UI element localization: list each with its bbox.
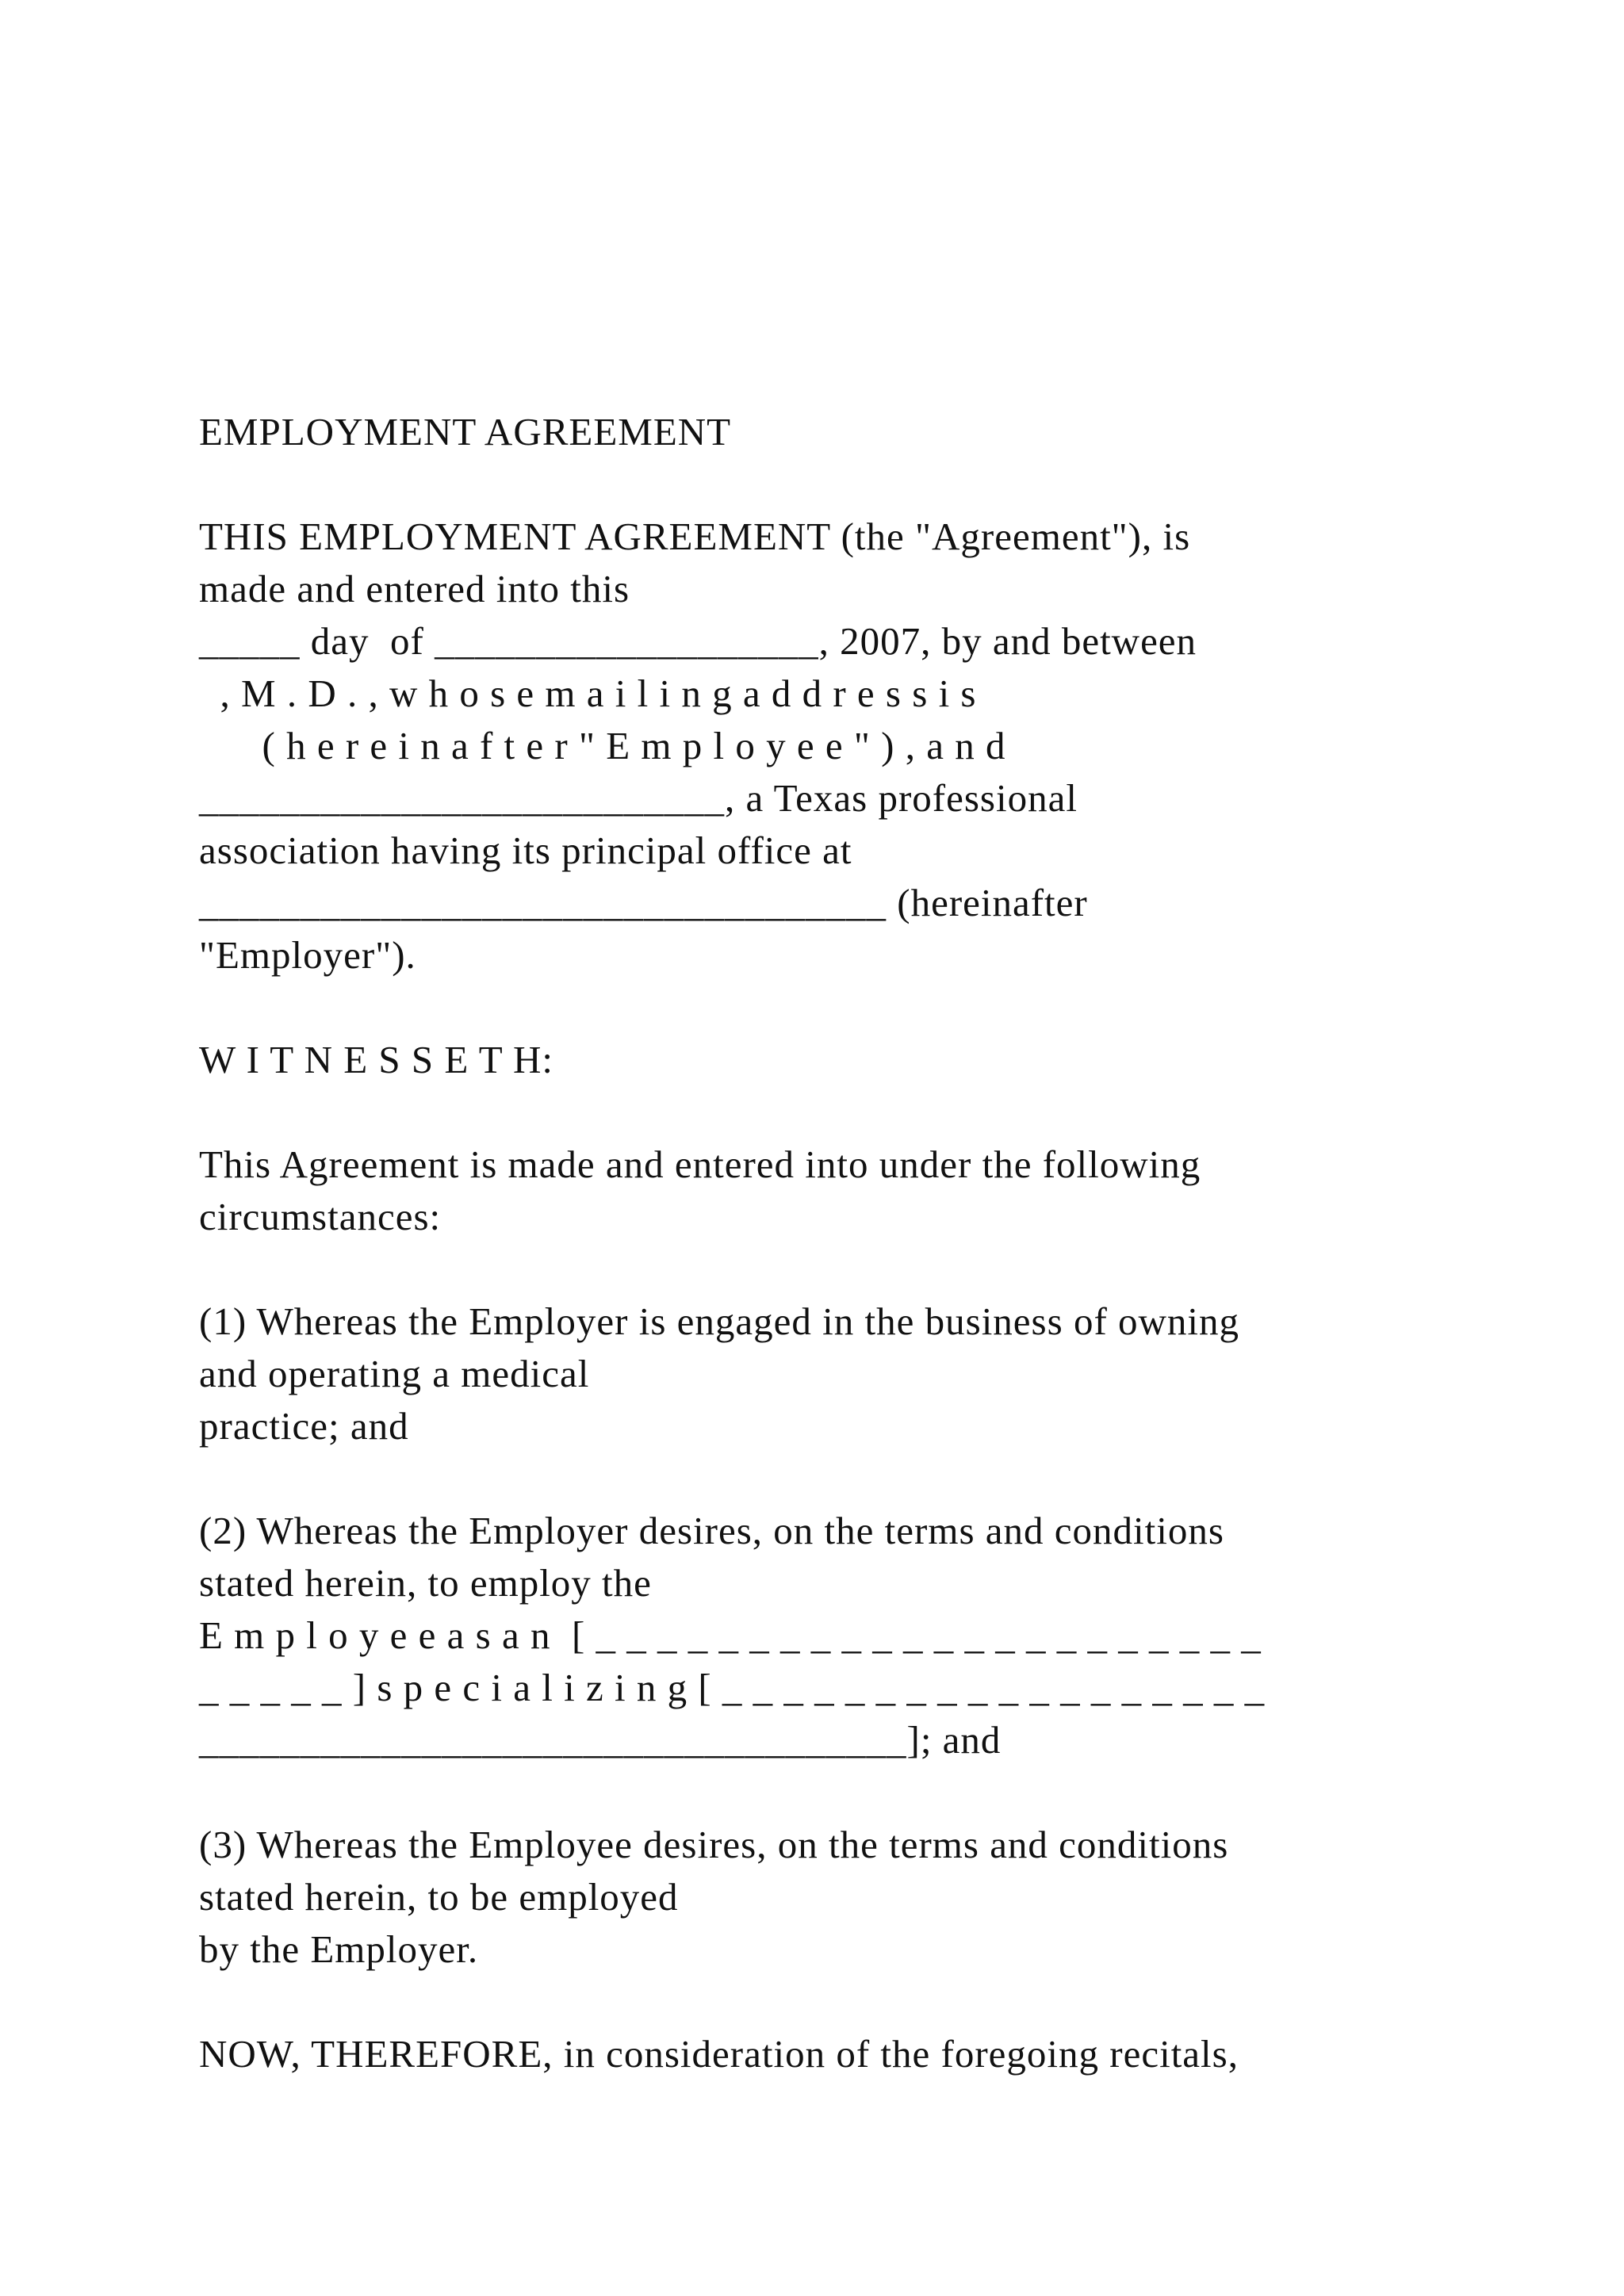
recital-2-line-5: ___________________________________]; and [199, 1718, 1002, 1762]
recital-3-line-3: by the Employer. [199, 1927, 479, 1971]
recital-1-line-3: practice; and [199, 1404, 409, 1448]
now-therefore-line: NOW, THEREFORE, in consideration of the foregoing recitals, [199, 2032, 1239, 2076]
intro-line-1: THIS EMPLOYMENT AGREEMENT (the "Agreement"), is [199, 515, 1191, 558]
recital-3-line-2: stated herein, to be employed [199, 1875, 679, 1919]
intro-line-5: ( h e r e i n a f t e r " E m p l o y e e " ) , a n d [199, 724, 1006, 767]
recital-2-line-2: stated herein, to employ the [199, 1561, 652, 1605]
document-title: EMPLOYMENT AGREEMENT [199, 410, 732, 453]
intro-line-8: __________________________________ (hereinafter [199, 881, 1088, 924]
recital-3-line-1: (3) Whereas the Employee desires, on the terms and conditions [199, 1823, 1229, 1866]
intro-line-7: association having its principal office at [199, 828, 852, 872]
circumstances-line-1: This Agreement is made and entered into under the following [199, 1142, 1201, 1186]
intro-line-4: , M . D . , w h o s e m a i l i n g a d d r e s s i s [199, 672, 977, 715]
recital-2-line-3: E m p l o y e e a s a n [ _ _ _ _ _ _ _ _ _ _ _ _ _ _ _ _ _ _ _ _ _ _ [199, 1613, 1262, 1657]
recital-2-line-4: _ _ _ _ _ ] s p e c i a l i z i n g [ _ _ _ _ _ _ _ _ _ _ _ _ _ _ _ _ _ _ [199, 1666, 1266, 1709]
witnesseth-heading: W I T N E S S E T H: [199, 1038, 554, 1081]
intro-line-2: made and entered into this [199, 567, 630, 610]
intro-line-3: _____ day of ___________________, 2007, by and between [199, 619, 1197, 663]
circumstances-line-2: circumstances: [199, 1195, 442, 1238]
recital-1-line-1: (1) Whereas the Employer is engaged in the business of owning [199, 1299, 1240, 1343]
intro-line-9: "Employer"). [199, 933, 416, 977]
recital-2-line-1: (2) Whereas the Employer desires, on the terms and conditions [199, 1509, 1224, 1552]
intro-line-6: __________________________, a Texas professional [199, 776, 1078, 820]
recital-1-line-2: and operating a medical [199, 1352, 590, 1395]
